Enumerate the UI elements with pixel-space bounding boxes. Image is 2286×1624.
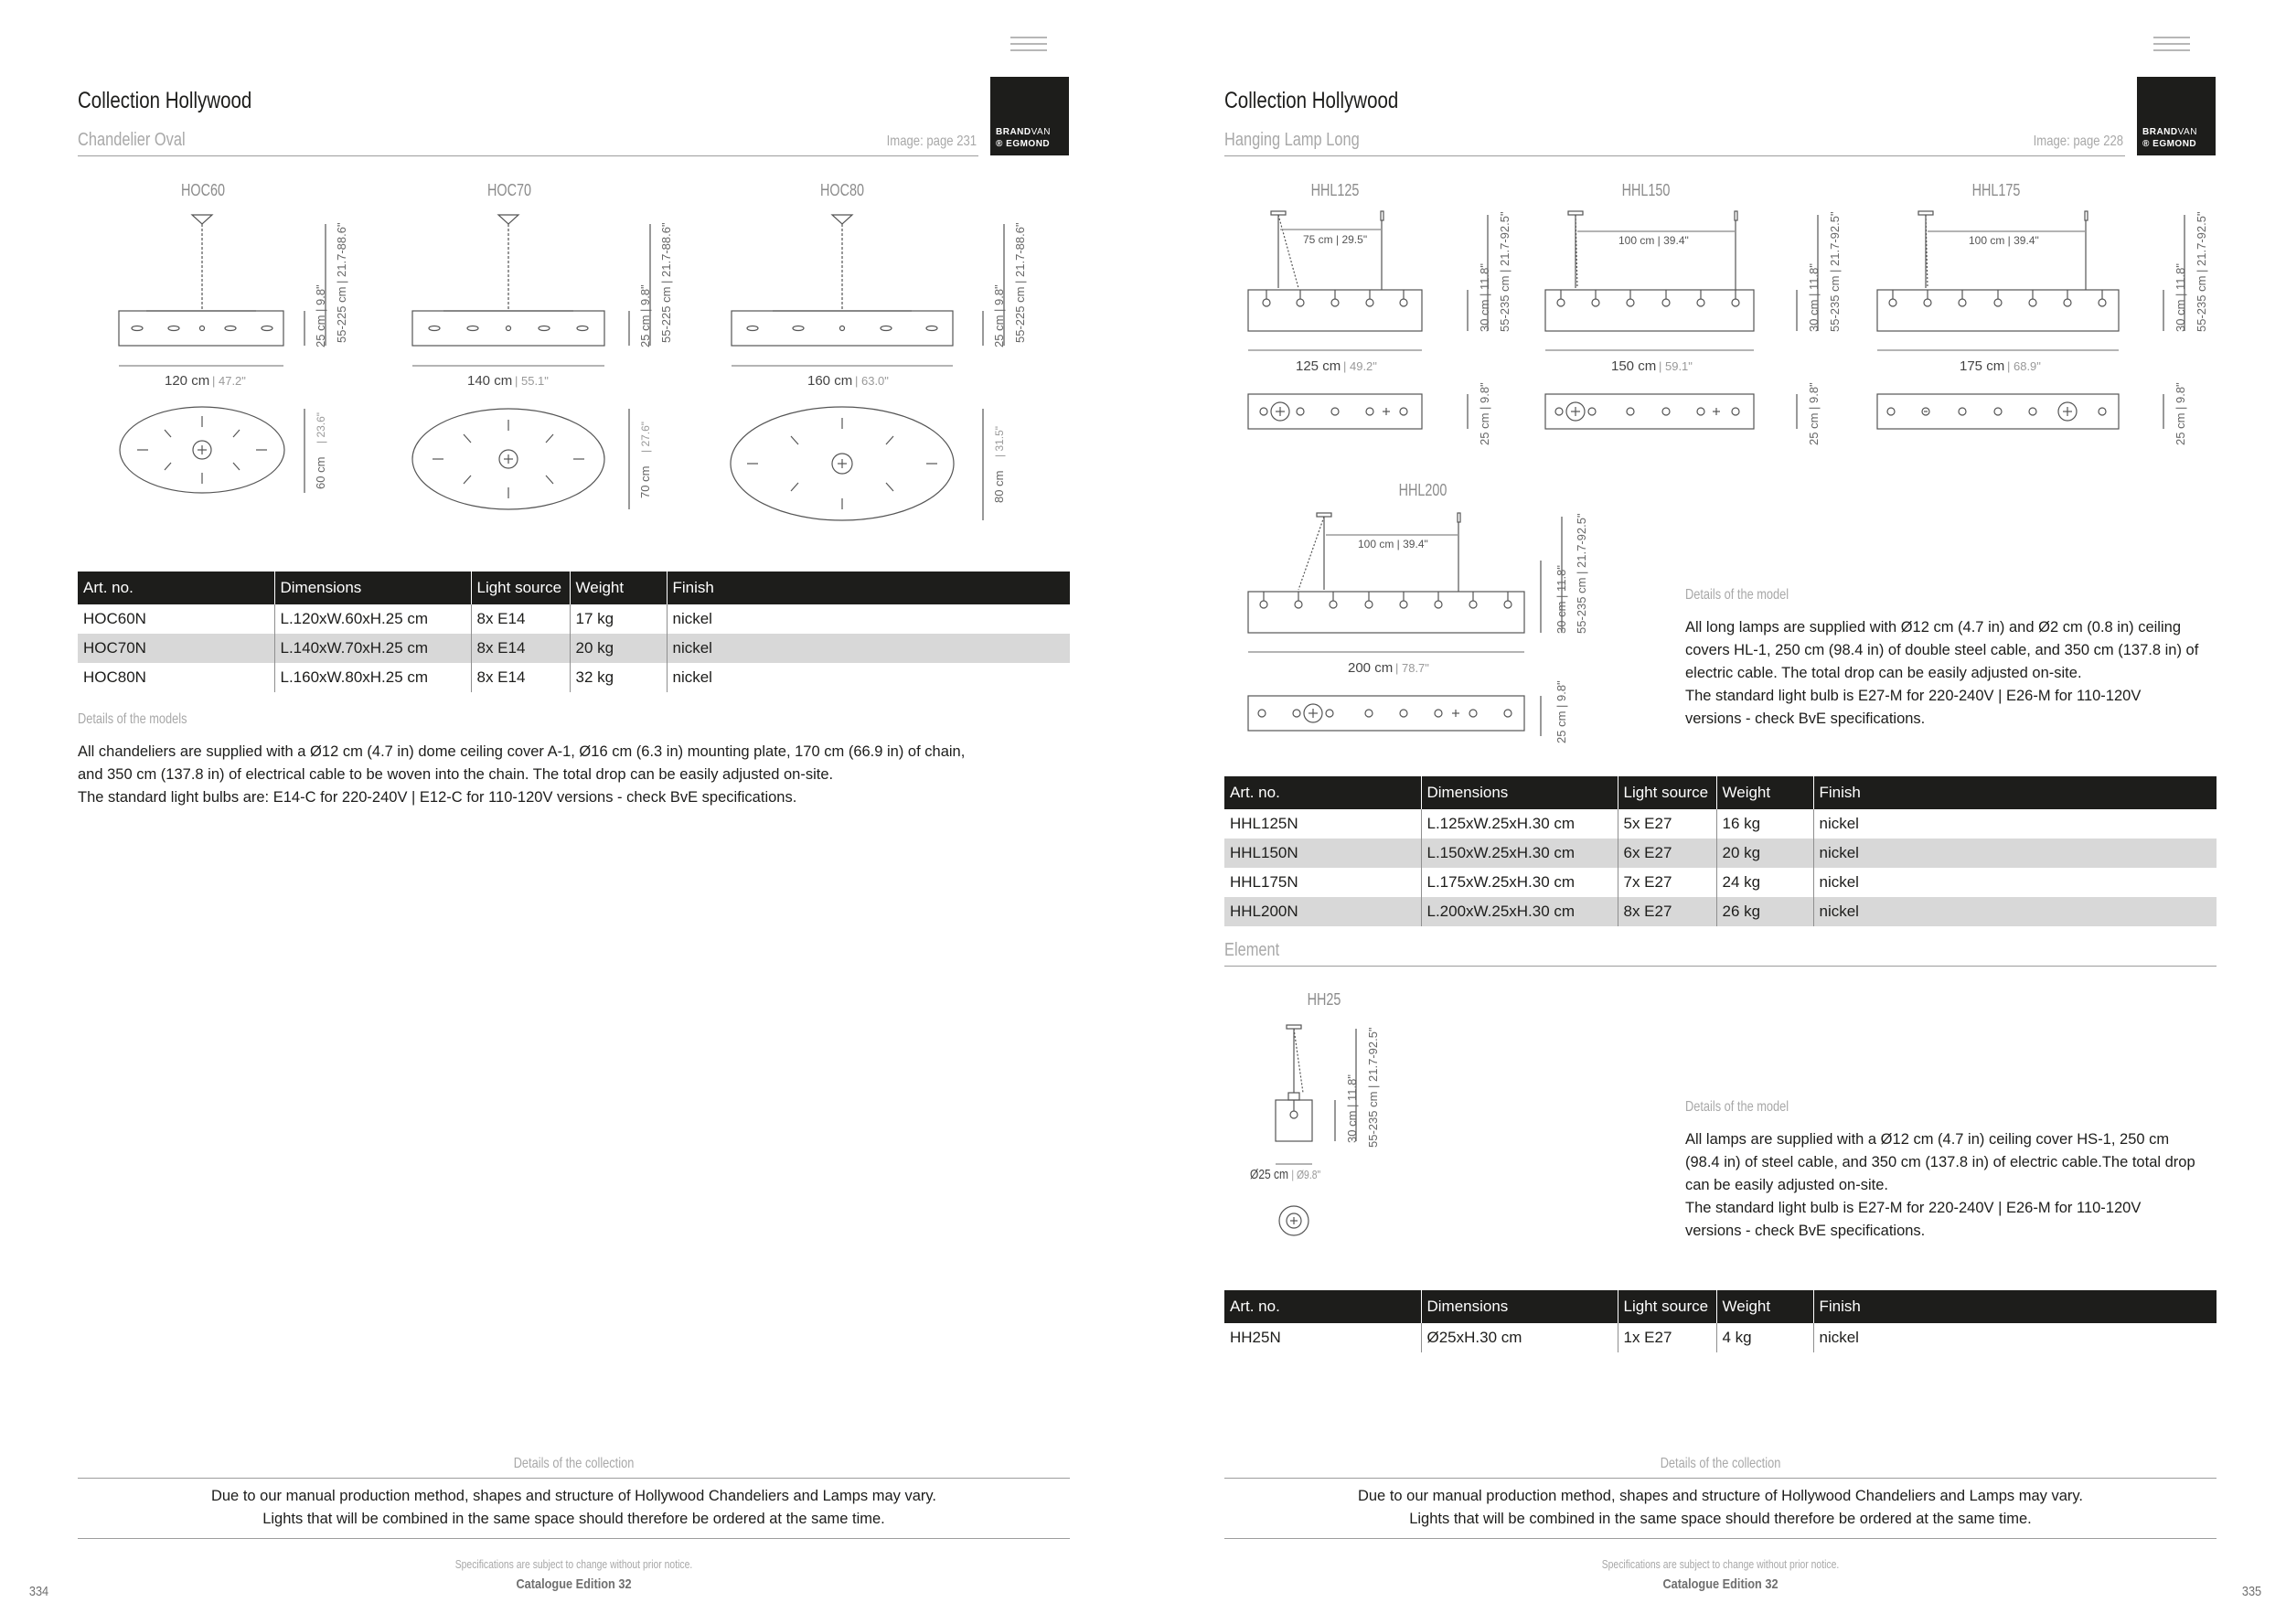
cell-finish: nickel: [672, 610, 712, 627]
table-row: [1224, 897, 2217, 926]
drop-dim: 55-235 cm | 21.7-92.5": [1828, 211, 1842, 332]
cell-weight: 16 kg: [1716, 809, 1813, 839]
collection-details-label: Details of the collection: [1660, 1456, 1781, 1471]
table-row: [1224, 809, 2217, 839]
drop-dim: 55-235 cm | 21.7-92.5": [2195, 211, 2208, 332]
height-dim: 25 cm | 9.8": [638, 284, 652, 347]
diameter-value: Ø25 cm: [1250, 1167, 1289, 1182]
hh25-drawing: [1248, 1020, 1385, 1248]
cell-light-source: 6x E27: [1618, 839, 1716, 868]
footer-divider-top: [1224, 1478, 2217, 1479]
cell-weight: 20 kg: [570, 634, 667, 663]
model-label-hhl200: HHL200: [1398, 481, 1447, 499]
cell-art-no: HHL200N: [1224, 897, 1421, 926]
menu-icon[interactable]: [1010, 37, 1047, 59]
right-page: [1143, 0, 2286, 1624]
details-line: All lamps are supplied with a Ø12 cm (4.7 in) ceiling cover HS-1, 250 cm: [1685, 1131, 2170, 1148]
cell-art-no: HHL175N: [1224, 868, 1421, 897]
page-number: 335: [2241, 1584, 2262, 1599]
details-line: All long lamps are supplied with Ø12 cm (4.7 in) and Ø2 cm (0.8 in) ceiling: [1685, 619, 2181, 636]
cell-weight: 4 kg: [1716, 1323, 1813, 1352]
cell-art-no: HH25N: [1224, 1323, 1421, 1352]
depth-dim: 80 cm: [992, 470, 1006, 503]
height-dim: 30 cm | 11.8": [1554, 565, 1568, 634]
model-label-hoc80: HOC80: [819, 181, 865, 199]
cell-dimensions: L.160xW.80xH.25 cm: [274, 663, 471, 692]
cell-weight: 32 kg: [570, 663, 667, 692]
hhl150-drawing: [1541, 206, 1852, 453]
col-light-source: Light source: [471, 572, 570, 604]
col-weight: Weight: [1716, 1290, 1813, 1323]
width-dim: 175 cm: [1960, 358, 2005, 374]
table-row: [1224, 868, 2217, 897]
depth-dim: 25 cm | 9.8": [2174, 382, 2187, 445]
col-weight: Weight: [1716, 776, 1813, 809]
cell-weight: 24 kg: [1716, 868, 1813, 897]
menu-icon[interactable]: [2153, 37, 2190, 59]
cell-dimensions: L.200xW.25xH.30 cm: [1421, 897, 1618, 926]
col-dimensions: Dimensions: [1421, 1290, 1618, 1323]
col-art-no: Art. no.: [1224, 776, 1421, 809]
hhl175-drawing: [1873, 206, 2220, 453]
cell-art-no: HHL150N: [1224, 839, 1421, 868]
depth-dim: 25 cm | 9.8": [1807, 382, 1821, 445]
details-text: [1685, 616, 2234, 731]
col-dimensions: Dimensions: [274, 572, 471, 604]
width-dim-in: | 78.7": [1395, 661, 1429, 675]
catalogue-edition: Catalogue Edition 32: [1662, 1576, 1779, 1592]
details-line: versions - check BvE specifications.: [1685, 710, 1926, 727]
model-label-hhl150: HHL150: [1621, 181, 1671, 199]
cell-light-source: 7x E27: [1618, 868, 1716, 897]
model-label-hh25: HH25: [1307, 990, 1341, 1009]
height-dim: 30 cm | 11.8": [1478, 263, 1491, 332]
height-dim: 25 cm | 9.8": [992, 284, 1006, 347]
details-line: The standard light bulbs are: E14-C for 220-240V | E12-C for 110-120V versions - check BvE specifications.: [78, 789, 797, 806]
details-line: and 350 cm (137.8 in) of electrical cable to be woven into the chain. The total drop can be easily adjusted on-site.: [78, 766, 834, 783]
width-dim: 140 cm: [467, 373, 513, 389]
title-divider: [1224, 155, 2125, 156]
height-dim: 30 cm | 11.8": [2174, 263, 2187, 332]
drop-dim: 55-235 cm | 21.7-92.5": [1575, 513, 1588, 634]
page-number: 334: [28, 1584, 49, 1599]
width-dim: 125 cm: [1296, 358, 1341, 374]
col-light-source: Light source: [1618, 1290, 1716, 1323]
cell-light-source: 8x E14: [471, 663, 570, 692]
details-line: electric cable. The total drop can be easily adjusted on-site.: [1685, 665, 2082, 681]
spec-note: Specifications are subject to change without prior notice.: [454, 1557, 693, 1571]
details-line: covers HL-1, 250 cm (98.4 in) of double steel cable, and 350 cm (137.8 in) of: [1685, 642, 2199, 658]
cell-light-source: 8x E14: [471, 604, 570, 634]
col-finish: Finish: [1813, 776, 2217, 809]
diameter-value-in: Ø9.8": [1296, 1168, 1321, 1181]
cell-finish: nickel: [1819, 815, 1859, 832]
hoc60-drawing: [110, 206, 384, 508]
footer-divider-bottom: [1224, 1538, 2217, 1539]
footer-line: Lights that will be combined in the same space should therefore be ordered at the same time.: [1409, 1511, 2032, 1527]
width-dim: 120 cm: [165, 373, 210, 389]
col-art-no: Art. no.: [1224, 1290, 1421, 1323]
collection-details-text: [78, 1485, 1070, 1531]
details-line: The standard light bulb is E27-M for 220-240V | E26-M for 110-120V: [1685, 688, 2142, 704]
details-label: Details of the model: [1685, 587, 1789, 603]
col-light-source: Light source: [1618, 776, 1716, 809]
details-text: [78, 741, 1084, 809]
table-row: [78, 604, 1070, 634]
details-label: Details of the models: [78, 711, 187, 727]
width-dim: 200 cm: [1348, 660, 1394, 676]
height-dim: 25 cm | 9.8": [314, 284, 327, 347]
element-divider: [1224, 966, 2217, 967]
footer-line: Due to our manual production method, shapes and structure of Hollywood Chandeliers and Lamps may vary.: [1357, 1488, 2084, 1504]
drop-dim: 55-235 cm | 21.7-92.5": [1366, 1027, 1380, 1148]
footer-line: Lights that will be combined in the same space should therefore be ordered at the same time.: [262, 1511, 885, 1527]
col-art-no: Art. no.: [78, 572, 274, 604]
cell-light-source: 1x E27: [1618, 1323, 1716, 1352]
col-finish: Finish: [667, 572, 1070, 604]
cell-finish: nickel: [1813, 897, 2217, 926]
cell-light-source: 5x E27: [1618, 809, 1716, 839]
details-text: [1685, 1128, 2234, 1243]
details-line: (98.4 in) of steel cable, and 350 cm (137.8 in) of electric cable.The total drop: [1685, 1154, 2195, 1170]
cell-dimensions: L.125xW.25xH.30 cm: [1421, 809, 1618, 839]
table-header-row: [1224, 1290, 2217, 1323]
cell-art-no: HOC70N: [78, 634, 274, 663]
col-finish: Finish: [1813, 1290, 2217, 1323]
table-header-row: [78, 572, 1070, 604]
element-heading: Element: [1224, 940, 1280, 960]
collection-details-text: [1224, 1485, 2217, 1531]
model-label-hoc70: HOC70: [486, 181, 532, 199]
width-dim: 150 cm: [1611, 358, 1657, 374]
spec-note: Specifications are subject to change without prior notice.: [1601, 1557, 1840, 1571]
drop-dim: 55-225 cm | 21.7-88.6": [335, 222, 348, 343]
spec-table-hh: [1224, 1290, 2217, 1352]
width-dim-in: | 68.9": [2007, 359, 2041, 373]
cell-light-source: 8x E14: [471, 634, 570, 663]
depth-dim-in: | 27.6": [639, 421, 652, 453]
depth-dim-in: | 23.6": [315, 411, 327, 443]
details-line: versions - check BvE specifications.: [1685, 1223, 1926, 1239]
width-dim-in: | 47.2": [212, 374, 246, 388]
details-line: can be easily adjusted on-site.: [1685, 1177, 1888, 1193]
title-divider: [78, 155, 978, 156]
cell-art-no: HOC80N: [78, 663, 274, 692]
collection-title: Collection Hollywood: [1224, 88, 1399, 113]
collection-title: Collection Hollywood: [78, 88, 252, 113]
table-row: [1224, 839, 2217, 868]
catalogue-edition: Catalogue Edition 32: [516, 1576, 632, 1592]
cell-finish: nickel: [672, 668, 712, 686]
spacing-dim: 100 cm | 39.4": [1618, 234, 1689, 247]
cell-finish: nickel: [667, 634, 1070, 663]
footer-divider-top: [78, 1478, 1070, 1479]
hoc80-drawing: [727, 206, 1038, 526]
model-label-hhl125: HHL125: [1310, 181, 1360, 199]
cell-dimensions: L.140xW.70xH.25 cm: [274, 634, 471, 663]
cell-light-source: 8x E27: [1618, 897, 1716, 926]
depth-dim-in: | 31.5": [993, 425, 1006, 457]
table-row: [1224, 1323, 2217, 1352]
image-page-link[interactable]: Image: page 231: [886, 134, 977, 149]
details-line: The standard light bulb is E27-M for 220-240V | E26-M for 110-120V: [1685, 1200, 2142, 1216]
drop-dim: 55-225 cm | 21.7-88.6": [659, 222, 673, 343]
cell-dimensions: L.150xW.25xH.30 cm: [1421, 839, 1618, 868]
table-row: [78, 663, 1070, 692]
width-dim-in: | 55.1": [515, 374, 549, 388]
cell-weight: 17 kg: [570, 604, 667, 634]
depth-dim: 70 cm: [638, 465, 652, 498]
footer-divider-bottom: [78, 1538, 1070, 1539]
model-label-hhl175: HHL175: [1971, 181, 2021, 199]
height-dim: 30 cm | 11.8": [1807, 263, 1821, 332]
depth-dim: 25 cm | 9.8": [1554, 680, 1568, 743]
hhl200-drawing: [1244, 508, 1591, 754]
details-label: Details of the model: [1685, 1099, 1789, 1115]
cell-art-no: HOC60N: [78, 604, 274, 634]
table-header-row: [1224, 776, 2217, 809]
collection-details-label: Details of the collection: [513, 1456, 635, 1471]
cell-finish: nickel: [1813, 839, 2217, 868]
width-dim-in: | 59.1": [1659, 359, 1693, 373]
brand-logo: BRANDVAN ® EGMOND: [990, 77, 1069, 155]
cell-weight: 20 kg: [1716, 839, 1813, 868]
spec-table-hoc: [78, 572, 1070, 692]
drop-dim: 55-235 cm | 21.7-92.5": [1498, 211, 1512, 332]
height-dim: 30 cm | 11.8": [1345, 1074, 1359, 1143]
cell-weight: 26 kg: [1716, 897, 1813, 926]
diameter-dim: Ø25 cm | Ø9.8": [1250, 1167, 1321, 1182]
col-dimensions: Dimensions: [1421, 776, 1618, 809]
width-dim: 160 cm: [807, 373, 853, 389]
spec-table-hhl: [1224, 776, 2217, 926]
model-label-hoc60: HOC60: [180, 181, 226, 199]
cell-art-no: HHL125N: [1224, 809, 1421, 839]
product-subtitle: Hanging Lamp Long: [1224, 130, 1360, 150]
image-page-link[interactable]: Image: page 228: [2033, 134, 2123, 149]
cell-dimensions: Ø25xH.30 cm: [1421, 1323, 1618, 1352]
width-dim-in: | 49.2": [1343, 359, 1377, 373]
spacing-dim: 100 cm | 39.4": [1969, 234, 2039, 247]
width-dim-in: | 63.0": [855, 374, 889, 388]
depth-dim: 25 cm | 9.8": [1478, 382, 1491, 445]
depth-dim: 60 cm: [314, 456, 327, 489]
spacing-dim: 75 cm | 29.5": [1303, 233, 1368, 246]
drop-dim: 55-225 cm | 21.7-88.6": [1013, 222, 1027, 343]
footer-line: Due to our manual production method, shapes and structure of Hollywood Chandeliers and Lamps may vary.: [210, 1488, 937, 1504]
cell-dimensions: L.175xW.25xH.30 cm: [1421, 868, 1618, 897]
brand-logo: BRANDVAN ® EGMOND: [2137, 77, 2216, 155]
hhl125-drawing: [1244, 206, 1536, 453]
cell-dimensions: L.120xW.60xH.25 cm: [274, 604, 471, 634]
details-line: All chandeliers are supplied with a Ø12 cm (4.7 in) dome ceiling cover A-1, Ø16 cm (6.3 in) mounting plate, 170 cm (66.9 in) of chain,: [78, 743, 966, 760]
cell-finish: nickel: [1819, 1329, 1859, 1346]
product-subtitle: Chandelier Oval: [78, 130, 186, 150]
cell-finish: nickel: [1819, 873, 1859, 891]
col-weight: Weight: [570, 572, 667, 604]
hoc70-drawing: [407, 206, 700, 517]
spacing-dim: 100 cm | 39.4": [1358, 538, 1428, 550]
table-row: [78, 634, 1070, 663]
